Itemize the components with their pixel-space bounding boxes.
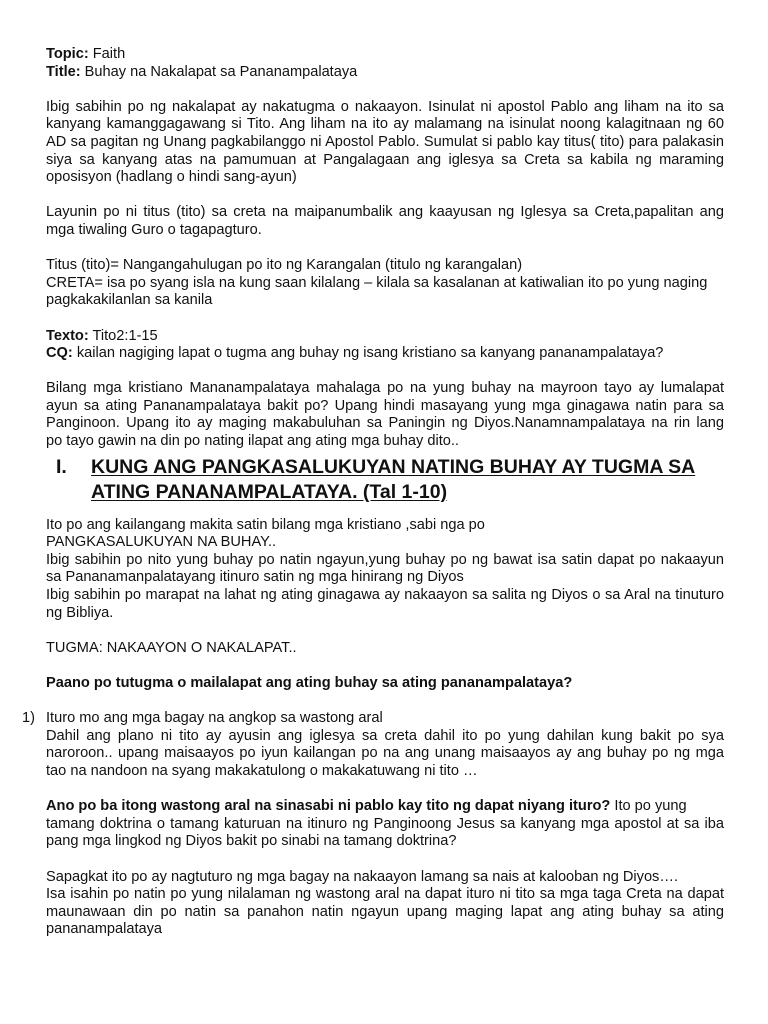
text-line: tamang doktrina o tamang katuruan na itinuro ng Panginoong Jesus sa kanyang mga apostol at sa iba: [46, 815, 724, 832]
intro-paragraph-1: [46, 99, 724, 187]
section-heading: [46, 455, 724, 505]
cq-label: CQ:: [46, 345, 73, 362]
text-line: pagkakakilanlan sa kanila: [46, 292, 213, 309]
text-line: [46, 798, 724, 816]
text-line: AD sa pagitan ng Unang pagkabilanggo ni Apostol Pablo. Sumulat si pablo kay titus( tito) para palakasin: [46, 133, 724, 150]
text-line: maunawaan din po natin sa panahon natin ngayun upang maging lapat ang ating buhay sa ating: [46, 903, 724, 920]
list-marker: 1): [22, 710, 35, 727]
text-line: PANGKASALUKUYAN NA BUHAY..: [46, 534, 277, 551]
text-line: kanyang kamanggagawang si Tito. Ang liham na ito ay malamang na isinulat noong kalagitnaan ng 60: [46, 116, 724, 133]
text-line: oposisyon (hadlang o hindi sang-ayun): [46, 169, 297, 186]
cq-line: [46, 345, 724, 363]
text-span: Ito po yung: [610, 798, 687, 815]
text-line: Ibig sabihin po nito yung buhay po natin ngayun,yung buhay po ng bawat isa satin dapat po nakaayun: [46, 551, 724, 568]
intro-paragraph-4: [46, 380, 724, 450]
section-heading-line: ATING PANANAMPALATAYA. (Tal 1-10): [91, 480, 448, 503]
question-line: [46, 675, 724, 693]
section-paragraph-1: [46, 517, 724, 623]
texto-line: [46, 328, 724, 346]
texto-value: Tito2:1-15: [88, 327, 158, 344]
tugma-line: TUGMA: NAKAAYON O NAKALAPAT..: [46, 639, 297, 656]
text-line: sa Pananamanpalatayang itinuro satin ng mga hinirang ng Diyos: [46, 569, 464, 586]
list-item: [22, 710, 724, 780]
text-line: pang mga lingkod ng Diyos bakit po sinabi na tamang doktrina?: [46, 833, 457, 850]
text-line: Bilang mga kristiano Mananampalataya mahalaga po na yung buhay na mayroon tayo ay lumalapat: [46, 380, 724, 397]
title-line: [46, 64, 724, 82]
text-line: tao na nandoon na syang makakatulong o makakatuwang ni tito …: [46, 762, 478, 779]
text-line: mga tiwaling Guro o tagapagturo.: [46, 221, 262, 238]
text-line: Ibig sabihin po ng nakalapat ay nakatugma o nakaayon. Isinulat ni apostol Pablo ang liham na ito sa: [46, 98, 724, 115]
section-number: I.: [56, 455, 67, 478]
text-line: Ituro mo ang mga bagay na angkop sa wastong aral: [46, 710, 383, 727]
text-line: Layunin po ni titus (tito) sa creta na maipanumbalik ang kaayusan ng Iglesya sa Creta,papalitan ang: [46, 204, 724, 221]
bold-question: Ano po ba itong wastong aral na sinasabi ni pablo kay tito ng dapat niyang ituro?: [46, 798, 611, 815]
topic-value: Faith: [88, 46, 126, 62]
text-line: Dahil ang plano ni tito ay ayusin ang iglesya sa creta dahil ito po yung dahilan kung bakit po sya: [46, 727, 724, 744]
section-paragraph-2: [46, 798, 724, 851]
cq-value: kailan nagiging lapat o tugma ang buhay ng isang kristiano sa kanyang pananampalataya?: [72, 345, 664, 362]
title-label: Title:: [46, 63, 81, 80]
document-page: [22, 46, 724, 939]
text-line: ng Bibliya.: [46, 604, 114, 621]
text-line: siya sa kanyang atas na pamumuan at Pangalagaan ang iglesya sa Creta sa kabila ng maraming: [46, 151, 724, 168]
text-line: CRETA= isa po syang isla na kung saan kilalang – kilala sa kasalanan at katiwalian ito po yung naging: [46, 274, 708, 291]
title-value: Buhay na Nakalapat sa Pananampalataya: [80, 63, 358, 80]
section-paragraph-3: [46, 869, 724, 939]
topic-line: [46, 46, 724, 64]
intro-paragraph-3: [46, 257, 724, 310]
text-line: Sapagkat ito po ay nagtuturo ng mga bagay na nakaayon lamang sa nais at kalooban ng Diyos….: [46, 868, 679, 885]
text-line: Ibig sabihin po marapat na lahat ng ating ginagawa ay nakaayon sa salita ng Diyos o sa Aral na tinuturo: [46, 587, 724, 604]
text-line: ayun sa ating Pananampalataya bakit po? Upang hindi masayang yung mga ginagawa natin para sa: [46, 397, 724, 414]
question-text: Paano po tutugma o mailalapat ang ating buhay sa ating pananampalataya?: [46, 675, 573, 691]
text-line: po tayo gawin na din po nating ilapat ang ating mga buhay dito..: [46, 433, 459, 450]
text-line: Titus (tito)= Nangangahulugan po ito ng Karangalan (titulo ng karangalan): [46, 257, 523, 274]
texto-label: Texto:: [46, 327, 89, 344]
section-heading-line: KUNG ANG PANGKASALUKUYAN NATING BUHAY AY TUGMA SA: [91, 455, 696, 478]
topic-label: Topic:: [46, 46, 89, 62]
text-line: Isa isahin po natin po yung nilalaman ng wastong aral na dapat ituro ni tito sa mga taga Creta na dapat: [46, 886, 724, 903]
text-line: Ito po ang kailangang makita satin bilang mga kristiano ,sabi nga po: [46, 516, 485, 533]
text-line: naroroon.. upang maisaayos po iyun kailangan po na ang unang maisaayos ay ang buhay po ng mga: [46, 745, 724, 762]
text-line: Panginoon. Upang ito ay maging makabuluhan sa Paningin ng Diyos.Nanamnampalataya na rin lang: [46, 415, 724, 432]
intro-paragraph-2: [46, 204, 724, 239]
text-line: pananampalataya: [46, 921, 163, 938]
